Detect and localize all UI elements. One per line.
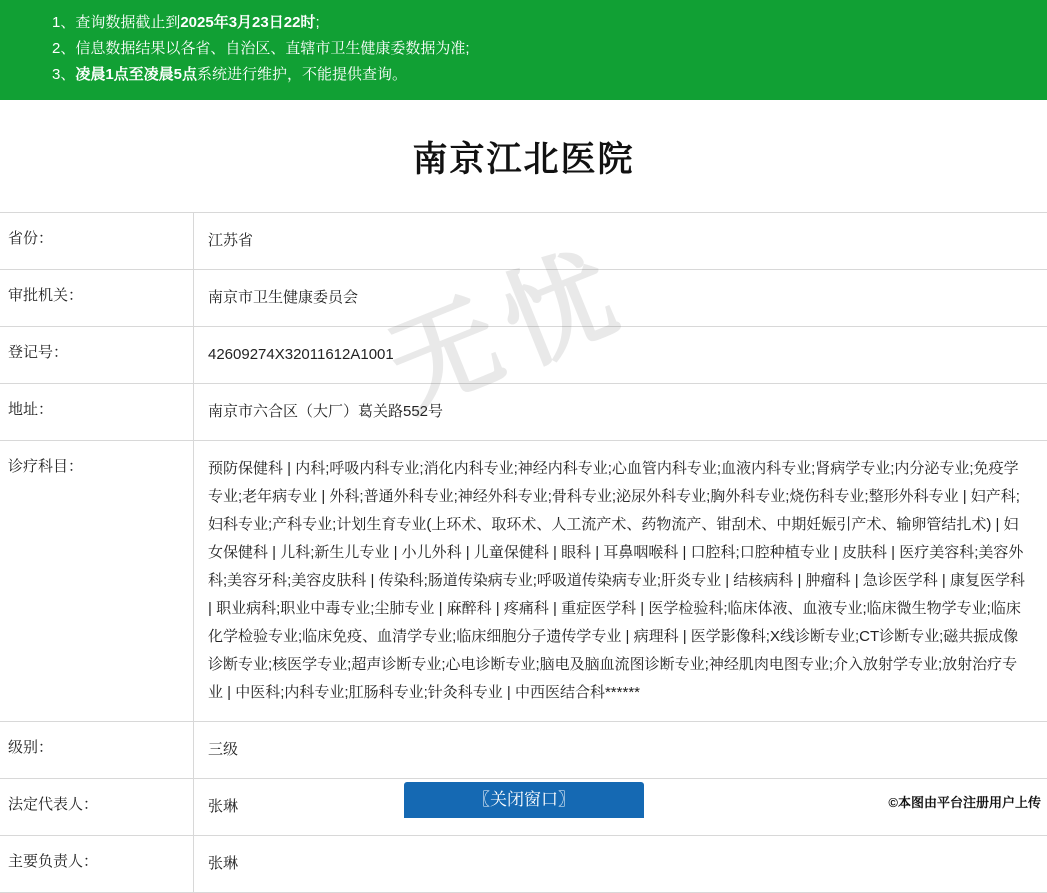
row-value-level: 三级 (194, 722, 1047, 779)
table-row (0, 384, 1047, 441)
row-value-registration-number: 42609274X32011612A1001 (194, 327, 1047, 384)
table-row (0, 213, 1047, 270)
row-value-approval-authority: 南京市卫生健康委员会 (194, 270, 1047, 327)
page-title: 南京江北医院 (0, 132, 1047, 182)
row-label-address: 地址： (0, 384, 194, 441)
upload-note: ©本图由平台注册用户上传 (888, 792, 1041, 811)
row-value-departments: 预防保健科 | 内科;呼吸内科专业;消化内科专业;神经内科专业;心血管内科专业;血液内科专业;肾病学专业;内分泌专业;免疫学专业;老年病专业 | 外科;普通外科专业;神经外科专业;骨科专业;泌尿外科专业;胸外科专业;烧伤科专业;整形外科专业 | 妇产科;妇科专业;产科专业;计划生育专业(上环术、取环术、人工流产术、药物流产、钳刮术、中期妊娠引产术、输卵管结扎术) | 妇女保健科 | 儿科;新生儿专业 | 小儿外科 | 儿童保健科 | 眼科 | 耳鼻咽喉科 | 口腔科;口腔种植专业 | 皮肤科 | 医疗美容科;美容外科;美容牙科;美容皮肤科 | 传染科;肠道传染病专业;呼吸道传染病专业;肝炎专业 | 结核病科 | 肿瘤科 | 急诊医学科 | 康复医学科 | 职业病科;职业中毒专业;尘肺专业 | 麻醉科 | 疼痛科 | 重症医学科 | 医学检验科;临床体液、血液专业;临床微生物学专业;临床化学检验专业;临床免疫、血清学专业;临床细胞分子遗传学专业 | 病理科 | 医学影像科;X线诊断专业;CT诊断专业;磁共振成像诊断专业;核医学专业;超声诊断专业;心电诊断专业;脑电及脑血流图诊断专业;神经肌肉电图专业;介入放射学专业;放射治疗专业 | 中医科;内科专业;肛肠科专业;针灸科专业 | 中西医结合科****** (194, 441, 1047, 722)
notice-line-1 (0, 10, 1047, 36)
table-row (0, 327, 1047, 384)
row-value-principal: 张琳 (194, 836, 1047, 893)
notice-line-2 (0, 36, 1047, 62)
row-label-principal: 主要负责人： (0, 836, 194, 893)
row-value-address: 南京市六合区（大厂）葛关路552号 (194, 384, 1047, 441)
close-window-button[interactable]: 〖关闭窗口〗 (404, 782, 644, 818)
watermark: 无忧 (221, 156, 849, 635)
row-label-province: 省份： (0, 213, 194, 270)
table-row (0, 722, 1047, 779)
row-value-legal-representative: 张琳 (194, 779, 1047, 836)
footer (0, 782, 1047, 818)
row-value-province: 江苏省 (194, 213, 1047, 270)
table-row (0, 836, 1047, 893)
notice-line-3 (0, 62, 1047, 88)
row-label-legal-representative: 法定代表人： (0, 779, 194, 836)
row-label-registration-number: 登记号： (0, 327, 194, 384)
table-row (0, 270, 1047, 327)
notice-line-2-text: 2、信息数据结果以各省、自治区、直辖市卫生健康委数据为准; (52, 40, 470, 57)
row-label-approval-authority: 审批机关： (0, 270, 194, 327)
notice-banner (0, 0, 1047, 100)
notice-line-3-text: 3、凌晨1点至凌晨5点系统进行维护，不能提供查询。 (52, 66, 407, 83)
row-label-level: 级别： (0, 722, 194, 779)
notice-line-1-text: 1、查询数据截止到2025年3月23日22时; (52, 14, 320, 31)
row-label-departments: 诊疗科目： (0, 441, 194, 722)
table-row (0, 441, 1047, 722)
